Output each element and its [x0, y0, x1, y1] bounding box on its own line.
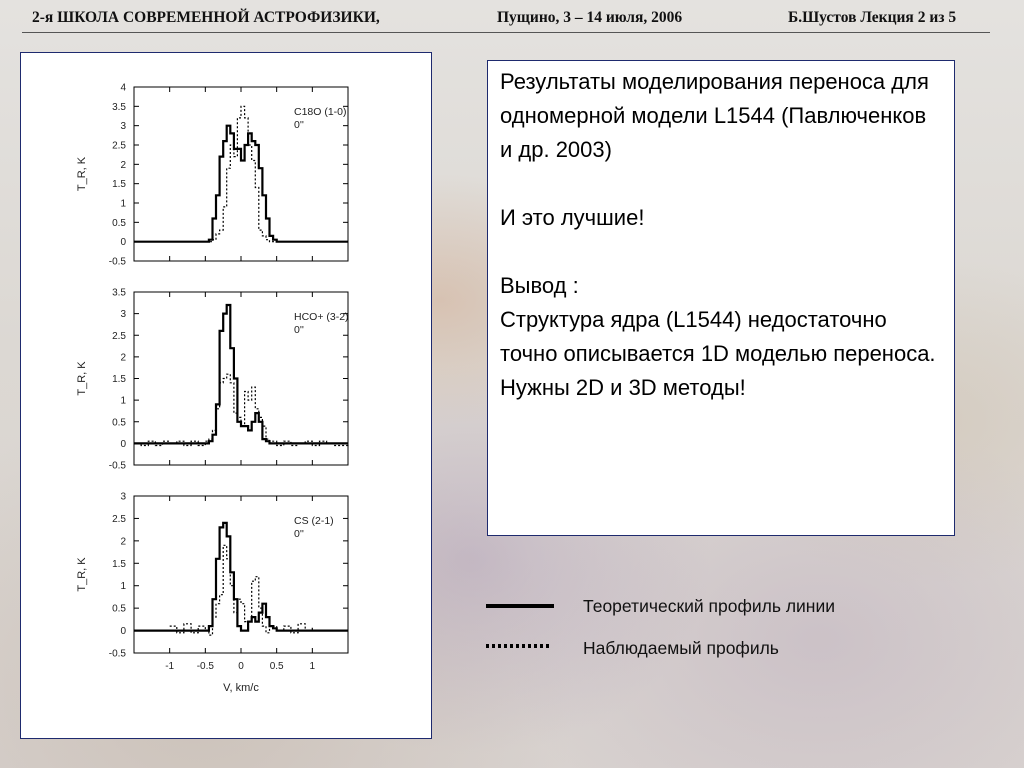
- observed-profile-line: [134, 374, 348, 445]
- y-tick-label: 3.5: [112, 101, 126, 113]
- y-tick-label: 2: [120, 159, 126, 171]
- observed-profile-line: [170, 545, 313, 635]
- y-tick-label: 1.5: [112, 374, 126, 385]
- line-name-label: C18O (1-0): [294, 106, 347, 118]
- y-tick-label: 0.5: [112, 603, 126, 615]
- summary-text-box: [487, 60, 955, 536]
- y-axis-label: T_R, K: [76, 361, 88, 396]
- y-tick-label: 4: [120, 82, 126, 94]
- x-tick-label: 1: [309, 661, 316, 672]
- x-tick-label: -1: [165, 661, 175, 672]
- y-tick-label: 3.5: [112, 287, 126, 299]
- offset-label: 0'': [294, 119, 304, 131]
- x-tick-label: 0: [238, 661, 244, 672]
- y-tick-label: 3: [120, 121, 126, 133]
- chart-panel-2: [76, 288, 349, 472]
- y-axis-label: T_R, K: [76, 557, 88, 592]
- y-tick-label: -0.5: [108, 648, 126, 660]
- theoretical-profile-line: [134, 126, 348, 242]
- y-tick-label: 1: [120, 395, 126, 407]
- offset-label: 0'': [294, 324, 304, 336]
- y-tick-label: 2.5: [112, 330, 126, 342]
- line-profile-charts: [21, 53, 431, 738]
- y-tick-label: 1: [120, 198, 126, 210]
- y-tick-label: 0.5: [112, 417, 126, 429]
- y-tick-label: 1.5: [112, 558, 126, 570]
- x-tick-label: -0.5: [196, 661, 214, 672]
- observed-profile-line: [134, 106, 348, 241]
- dotted-line-swatch: [486, 634, 556, 662]
- conclusion-text: Структура ядра (L1544) недостаточно точно описывается 1D моделью переноса. Нужны 2D и 3D методы!: [500, 307, 936, 400]
- y-tick-label: 2: [120, 352, 126, 364]
- legend-theoretical: [486, 592, 946, 620]
- y-tick-label: 3: [120, 491, 126, 503]
- offset-label: 0'': [294, 528, 304, 540]
- y-tick-label: 2.5: [112, 140, 126, 152]
- y-tick-label: 1: [120, 581, 126, 593]
- chart-panel-1: [76, 83, 348, 268]
- legend-observed-label: Наблюдаемый профиль: [583, 638, 779, 658]
- remark-text: И это лучшие!: [500, 205, 645, 230]
- line-name-label: HCO+ (3-2): [294, 311, 349, 323]
- line-name-label: CS (2-1): [294, 515, 334, 527]
- results-title: Результаты моделирования переноса для одномерной модели L1544 (Павлюченков и др. 2003): [500, 69, 929, 162]
- chart-panel-3: [76, 492, 348, 695]
- header-school: 2-я ШКОЛА СОВРЕМЕННОЙ АСТРОФИЗИКИ,: [32, 9, 380, 26]
- y-tick-label: 2: [120, 536, 126, 548]
- y-tick-label: 0: [120, 438, 126, 450]
- x-tick-label: 0.5: [269, 661, 284, 672]
- y-tick-label: 0.5: [112, 217, 126, 229]
- y-tick-label: 3: [120, 309, 126, 321]
- y-tick-label: 0: [120, 237, 126, 249]
- y-axis-label: T_R, K: [76, 156, 88, 192]
- legend-theoretical-label: Теоретический профиль линии: [583, 596, 836, 616]
- spectra-figure: [20, 52, 432, 739]
- y-tick-label: 2.5: [112, 513, 126, 525]
- y-tick-label: -0.5: [108, 256, 126, 268]
- header-place-date: Пущино, 3 – 14 июля, 2006: [497, 9, 683, 26]
- y-tick-label: -0.5: [108, 460, 126, 472]
- y-tick-label: 0: [120, 626, 126, 638]
- theoretical-profile-line: [134, 523, 348, 631]
- conclusion-heading: Вывод :: [500, 273, 579, 298]
- x-axis-label: V, km/c: [223, 682, 259, 694]
- header-lecture: Б.Шустов Лекция 2 из 5: [788, 9, 957, 26]
- theoretical-profile-line: [134, 305, 348, 443]
- slide-header: [22, 6, 990, 33]
- legend-observed: [486, 634, 946, 662]
- y-tick-label: 1.5: [112, 179, 126, 191]
- solid-line-swatch: [486, 592, 556, 620]
